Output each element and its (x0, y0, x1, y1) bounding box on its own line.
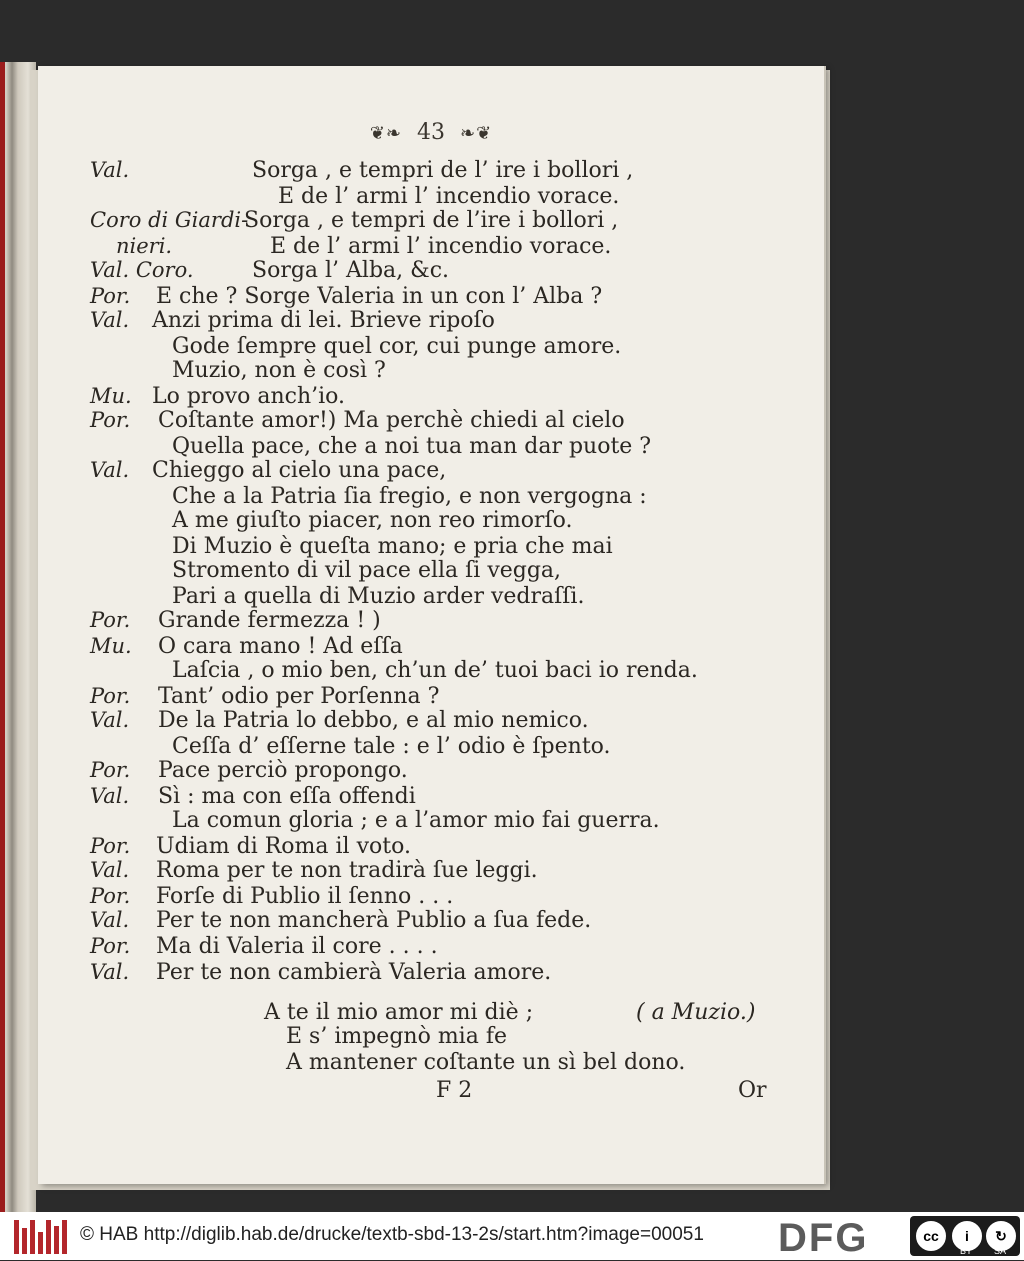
speaker-label: Por. (90, 408, 131, 432)
ornament-right: ❧❦ (460, 123, 493, 144)
stage-direction: ( a Muzio.) (636, 1000, 756, 1025)
speaker-label: Por. (90, 608, 131, 632)
cc-license-icon[interactable] (910, 1216, 1020, 1256)
dialogue-text: Ma di Valeria il core . . . . (156, 934, 438, 959)
speaker-label: Por. (90, 884, 131, 908)
dialogue-text: Lo provo anch’io. (152, 384, 346, 409)
ornament-left: ❦❧ (369, 123, 402, 144)
dialogue-text: De la Patria lo debbo, e al mio nemico. (158, 708, 589, 733)
dialogue-text: A me giuſto piacer, non reo rimorſo. (172, 508, 573, 533)
speaker-label: Mu. (90, 384, 132, 408)
footer-bar (0, 1212, 1024, 1260)
speaker-label: Val. (90, 158, 130, 182)
speaker-label: Val. (90, 308, 130, 332)
dialogue-text: Muzio, non è così ? (172, 358, 386, 383)
catchword: Or (738, 1078, 767, 1103)
dialogue-text: Pari a quella di Muzio arder vedraſſi. (172, 584, 585, 609)
edge-stripe (0, 62, 5, 1212)
dialogue-text: Grande fermezza ! ) (158, 608, 381, 633)
dialogue-text: Quella pace, che a noi tua man dar puote ? (172, 434, 652, 459)
dialogue-text: Sorga l’ Alba, &c. (252, 258, 450, 283)
hab-logo-icon (14, 1220, 68, 1254)
dialogue-text: E de l’ armi l’ incendio vorace. (278, 184, 620, 209)
dialogue-text: Anzi prima di lei. Brieve ripoſo (152, 308, 495, 333)
speaker-label: nieri. (116, 234, 173, 258)
speaker-label: Val. (90, 458, 130, 482)
aria-text: E s’ impegnò mia fe (286, 1024, 507, 1049)
book-page (38, 66, 824, 1184)
dialogue-text: Che a la Patria ſia fregio, e non vergogna : (172, 484, 647, 509)
speaker-label: Mu. (90, 634, 132, 658)
dialogue-text: Per te non mancherà Publio a ſua fede. (156, 908, 592, 933)
speaker-label: Por. (90, 284, 131, 308)
speaker-label: Por. (90, 834, 131, 858)
dialogue-text: Udiam di Roma il voto. (156, 834, 411, 859)
aria-text: A mantener coſtante un sì bel dono. (286, 1050, 686, 1075)
page-header (38, 120, 824, 145)
cc-by-label: BY (960, 1246, 973, 1256)
speaker-label: Por. (90, 758, 131, 782)
signature-mark: F 2 (436, 1078, 473, 1103)
dialogue-text: Per te non cambierà Valeria amore. (156, 960, 552, 985)
copyright-link[interactable]: © HAB http://diglib.hab.de/drucke/textb-sbd-13-2s/start.htm?image=00051 (80, 1224, 704, 1245)
dialogue-text: E de l’ armi l’ incendio vorace. (270, 234, 612, 259)
speaker-label: Coro di Giardi- (90, 208, 249, 232)
dialogue-text: Coſtante amor!) Ma perchè chiedi al cielo (158, 408, 625, 433)
aria-text: A te il mio amor mi diè ; (264, 1000, 534, 1025)
speaker-label: Val. (90, 708, 130, 732)
dialogue-text: Chieggo al cielo una pace, (152, 458, 447, 483)
speaker-label: Val. (90, 858, 130, 882)
cc-sa-label: SA (994, 1246, 1007, 1256)
cc-icon: cc (916, 1221, 946, 1251)
dialogue-text: Sorga , e tempri de l’ire i bollori , (244, 208, 619, 233)
dialogue-text: Forſe di Publio il ſenno . . . (156, 884, 454, 909)
dialogue-text: Stromento di vil pace ella ſi vegga, (172, 558, 562, 583)
dfg-logo: DFG (778, 1216, 869, 1260)
sa-icon: ↻ (986, 1221, 1016, 1251)
speaker-label: Val. (90, 960, 130, 984)
speaker-label: Val. (90, 908, 130, 932)
speaker-label: Por. (90, 684, 131, 708)
dialogue-text: Sorga , e tempri de l’ ire i bollori , (252, 158, 634, 183)
dialogue-text: La comun gloria ; e a l’amor mio fai guerra. (172, 808, 660, 833)
dialogue-text: Tant’ odio per Porſenna ? (158, 684, 440, 709)
dialogue-text: Pace perciò propongo. (158, 758, 408, 783)
dialogue-text: O cara mano ! Ad eſſa (158, 634, 403, 659)
page-number: 43 (417, 120, 445, 145)
dialogue-text: Laſcia , o mio ben, ch’un de’ tuoi baci io renda. (172, 658, 698, 683)
dialogue-text: Roma per te non tradirà ſue leggi. (156, 858, 538, 883)
speaker-label: Val. Coro. (90, 258, 194, 282)
dialogue-text: Gode ſempre quel cor, cui punge amore. (172, 334, 622, 359)
dialogue-text: E che ? Sorge Valeria in un con l’ Alba ? (156, 284, 603, 309)
dialogue-text: Ceſſa d’ eſſerne tale : e l’ odio è ſpento. (172, 734, 611, 759)
speaker-label: Por. (90, 934, 131, 958)
dialogue-text: Sì : ma con eſſa offendi (158, 784, 416, 809)
dialogue-text: Di Muzio è queſta mano; e pria che mai (172, 534, 613, 559)
by-icon: i (952, 1221, 982, 1251)
speaker-label: Val. (90, 784, 130, 808)
